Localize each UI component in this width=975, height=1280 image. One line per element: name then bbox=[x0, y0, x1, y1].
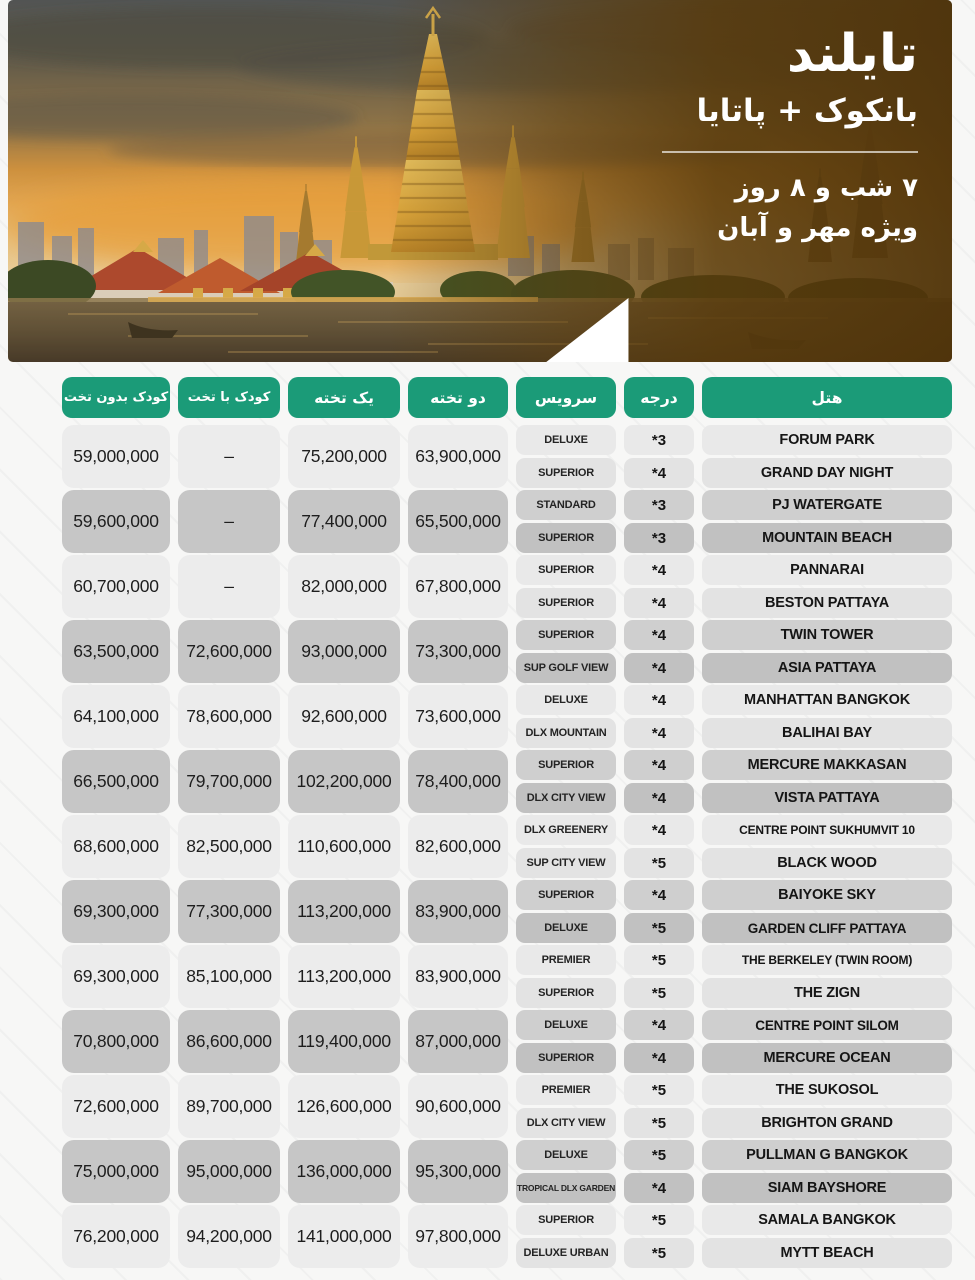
price-cell-child-no-bed: 66,500,000 bbox=[62, 750, 170, 813]
price-cell-child-no-bed: 60,700,000 bbox=[62, 555, 170, 618]
hotel-name: TWIN TOWER bbox=[702, 620, 952, 650]
hotel-service: DELUXE URBAN bbox=[516, 1238, 616, 1268]
hotel-service: SUPERIOR bbox=[516, 620, 616, 650]
hotel-service: PREMIER bbox=[516, 1075, 616, 1105]
hotel-name: FORUM PARK bbox=[702, 425, 952, 455]
hotel-name: MOUNTAIN BEACH bbox=[702, 523, 952, 553]
hotel-name: CENTRE POINT SUKHUMVIT 10 bbox=[702, 815, 952, 845]
header-service: سرویس bbox=[516, 377, 616, 418]
price-cell-child-no-bed: 75,000,000 bbox=[62, 1140, 170, 1203]
hotel-service: SUPERIOR bbox=[516, 750, 616, 780]
price-cell-double: 95,300,000 bbox=[408, 1140, 508, 1203]
hotel-name: THE SUKOSOL bbox=[702, 1075, 952, 1105]
price-cell-single: 77,400,000 bbox=[288, 490, 400, 553]
hotel-grade: 5* bbox=[624, 913, 694, 943]
hotel-grade: 5* bbox=[624, 978, 694, 1008]
hotel-service: DELUXE bbox=[516, 913, 616, 943]
price-cell-child-no-bed: 69,300,000 bbox=[62, 880, 170, 943]
price-cell-child-no-bed: 76,200,000 bbox=[62, 1205, 170, 1268]
hotel-name: PJ WATERGATE bbox=[702, 490, 952, 520]
hotel-column bbox=[702, 1075, 952, 1138]
hotel-column bbox=[702, 1010, 952, 1073]
price-group-row bbox=[62, 815, 952, 878]
tour-duration: ۷ شب و ۸ روز bbox=[734, 173, 918, 203]
hotel-column bbox=[702, 880, 952, 943]
hotel-grade: 5* bbox=[624, 1205, 694, 1235]
price-cell-child-with-bed: – bbox=[178, 425, 280, 488]
price-cell-child-with-bed: 79,700,000 bbox=[178, 750, 280, 813]
hotel-name: SAMALA BANGKOK bbox=[702, 1205, 952, 1235]
hero-text-block bbox=[498, 22, 918, 362]
hotel-grade: 4* bbox=[624, 685, 694, 715]
hotel-service: SUPERIOR bbox=[516, 1205, 616, 1235]
grade-column bbox=[624, 620, 694, 683]
tour-subtitle: بانکوک + پاتایا bbox=[696, 93, 918, 129]
price-group-row bbox=[62, 945, 952, 1008]
hotel-service: TROPICAL DLX GARDEN bbox=[516, 1173, 616, 1203]
hotel-column bbox=[702, 750, 952, 813]
hotel-grade: 4* bbox=[624, 718, 694, 748]
grade-column bbox=[624, 490, 694, 553]
price-cell-double: 73,300,000 bbox=[408, 620, 508, 683]
price-cell-double: 73,600,000 bbox=[408, 685, 508, 748]
hotel-name: BESTON PATTAYA bbox=[702, 588, 952, 618]
hotel-service: DLX MOUNTAIN bbox=[516, 718, 616, 748]
service-column bbox=[516, 1075, 616, 1138]
price-cell-single: 93,000,000 bbox=[288, 620, 400, 683]
tour-season: ویژه مهر و آبان bbox=[717, 213, 918, 243]
price-cell-child-with-bed: 85,100,000 bbox=[178, 945, 280, 1008]
hotel-service: DLX CITY VIEW bbox=[516, 783, 616, 813]
price-cell-single: 126,600,000 bbox=[288, 1075, 400, 1138]
price-cell-child-with-bed: 94,200,000 bbox=[178, 1205, 280, 1268]
price-cell-single: 136,000,000 bbox=[288, 1140, 400, 1203]
hotel-name: ASIA PATTAYA bbox=[702, 653, 952, 683]
hotel-column bbox=[702, 490, 952, 553]
hotel-grade: 4* bbox=[624, 620, 694, 650]
price-group-row bbox=[62, 1075, 952, 1138]
price-cell-child-no-bed: 69,300,000 bbox=[62, 945, 170, 1008]
hotel-service: SUPERIOR bbox=[516, 1043, 616, 1073]
salamair-chevron-icon bbox=[332, 261, 752, 362]
service-column bbox=[516, 425, 616, 488]
grade-column bbox=[624, 1140, 694, 1203]
hotel-service: SUPERIOR bbox=[516, 978, 616, 1008]
service-column bbox=[516, 880, 616, 943]
hotel-grade: 4* bbox=[624, 1173, 694, 1203]
price-cell-single: 102,200,000 bbox=[288, 750, 400, 813]
hotel-name: BALIHAI BAY bbox=[702, 718, 952, 748]
service-column bbox=[516, 945, 616, 1008]
hotel-grade: 3* bbox=[624, 425, 694, 455]
tour-title: تایلند bbox=[786, 24, 918, 84]
hotel-service: DLX CITY VIEW bbox=[516, 1108, 616, 1138]
price-group-row bbox=[62, 1140, 952, 1203]
hotel-name: BRIGHTON GRAND bbox=[702, 1108, 952, 1138]
service-column bbox=[516, 1140, 616, 1203]
hotel-grade: 4* bbox=[624, 555, 694, 585]
price-cell-child-no-bed: 70,800,000 bbox=[62, 1010, 170, 1073]
service-column bbox=[516, 1010, 616, 1073]
price-table bbox=[62, 377, 952, 1270]
price-cell-child-with-bed: – bbox=[178, 490, 280, 553]
price-cell-single: 113,200,000 bbox=[288, 945, 400, 1008]
service-column bbox=[516, 620, 616, 683]
price-cell-double: 63,900,000 bbox=[408, 425, 508, 488]
grade-column bbox=[624, 1205, 694, 1268]
hotel-name: MYTT BEACH bbox=[702, 1238, 952, 1268]
price-cell-double: 82,600,000 bbox=[408, 815, 508, 878]
hotel-column bbox=[702, 555, 952, 618]
header-double: دو تخته bbox=[408, 377, 508, 418]
price-cell-child-with-bed: – bbox=[178, 555, 280, 618]
price-cell-child-with-bed: 86,600,000 bbox=[178, 1010, 280, 1073]
price-cell-single: 119,400,000 bbox=[288, 1010, 400, 1073]
service-column bbox=[516, 1205, 616, 1268]
price-cell-child-with-bed: 72,600,000 bbox=[178, 620, 280, 683]
price-group-row bbox=[62, 1205, 952, 1268]
hotel-name: MERCURE MAKKASAN bbox=[702, 750, 952, 780]
hero-photo bbox=[8, 0, 952, 362]
hotel-name: BAIYOKE SKY bbox=[702, 880, 952, 910]
price-cell-double: 83,900,000 bbox=[408, 945, 508, 1008]
price-group-row bbox=[62, 1010, 952, 1073]
hotel-grade: 3* bbox=[624, 523, 694, 553]
hotel-name: MERCURE OCEAN bbox=[702, 1043, 952, 1073]
price-cell-child-no-bed: 64,100,000 bbox=[62, 685, 170, 748]
hotel-service: DELUXE bbox=[516, 685, 616, 715]
hotel-service: DLX GREENERY bbox=[516, 815, 616, 845]
header-single: یک تخته bbox=[288, 377, 400, 418]
hotel-grade: 4* bbox=[624, 815, 694, 845]
hotel-grade: 4* bbox=[624, 1010, 694, 1040]
hotel-grade: 4* bbox=[624, 1043, 694, 1073]
price-cell-child-with-bed: 82,500,000 bbox=[178, 815, 280, 878]
hotel-column bbox=[702, 945, 952, 1008]
hotel-service: SUPERIOR bbox=[516, 458, 616, 488]
hotel-column bbox=[702, 1140, 952, 1203]
price-cell-child-with-bed: 95,000,000 bbox=[178, 1140, 280, 1203]
hotel-service: STANDARD bbox=[516, 490, 616, 520]
hotel-service: SUPERIOR bbox=[516, 588, 616, 618]
service-column bbox=[516, 555, 616, 618]
grade-column bbox=[624, 750, 694, 813]
hotel-name: GARDEN CLIFF PATTAYA bbox=[702, 913, 952, 943]
price-cell-double: 65,500,000 bbox=[408, 490, 508, 553]
hotel-service: SUPERIOR bbox=[516, 555, 616, 585]
hotel-name: THE ZIGN bbox=[702, 978, 952, 1008]
grade-column bbox=[624, 1075, 694, 1138]
grade-column bbox=[624, 945, 694, 1008]
price-group-row bbox=[62, 555, 952, 618]
price-cell-child-no-bed: 68,600,000 bbox=[62, 815, 170, 878]
hotel-service: DELUXE bbox=[516, 425, 616, 455]
hotel-service: SUPERIOR bbox=[516, 880, 616, 910]
price-group-row bbox=[62, 750, 952, 813]
grade-column bbox=[624, 815, 694, 878]
hotel-grade: 4* bbox=[624, 783, 694, 813]
price-cell-double: 67,800,000 bbox=[408, 555, 508, 618]
hotel-name: SIAM BAYSHORE bbox=[702, 1173, 952, 1203]
hotel-grade: 5* bbox=[624, 1140, 694, 1170]
hotel-grade: 4* bbox=[624, 588, 694, 618]
price-cell-single: 141,000,000 bbox=[288, 1205, 400, 1268]
hotel-grade: 4* bbox=[624, 750, 694, 780]
hotel-grade: 3* bbox=[624, 490, 694, 520]
hotel-column bbox=[702, 620, 952, 683]
price-cell-double: 90,600,000 bbox=[408, 1075, 508, 1138]
price-cell-child-with-bed: 78,600,000 bbox=[178, 685, 280, 748]
hotel-name: PULLMAN G BANGKOK bbox=[702, 1140, 952, 1170]
price-cell-child-no-bed: 59,600,000 bbox=[62, 490, 170, 553]
price-cell-single: 110,600,000 bbox=[288, 815, 400, 878]
grade-column bbox=[624, 880, 694, 943]
header-grade: درجه bbox=[624, 377, 694, 418]
hotel-grade: 5* bbox=[624, 1075, 694, 1105]
price-group-row bbox=[62, 425, 952, 488]
grade-column bbox=[624, 1010, 694, 1073]
price-cell-child-no-bed: 72,600,000 bbox=[62, 1075, 170, 1138]
grade-column bbox=[624, 555, 694, 618]
hotel-name: GRAND DAY NIGHT bbox=[702, 458, 952, 488]
hotel-service: SUPERIOR bbox=[516, 523, 616, 553]
hotel-column bbox=[702, 425, 952, 488]
hotel-grade: 4* bbox=[624, 458, 694, 488]
price-cell-double: 83,900,000 bbox=[408, 880, 508, 943]
hotel-service: PREMIER bbox=[516, 945, 616, 975]
service-column bbox=[516, 685, 616, 748]
hotel-service: SUP CITY VIEW bbox=[516, 848, 616, 878]
hotel-name: PANNARAI bbox=[702, 555, 952, 585]
hotel-column bbox=[702, 815, 952, 878]
service-column bbox=[516, 815, 616, 878]
hotel-service: SUP GOLF VIEW bbox=[516, 653, 616, 683]
hotel-grade: 4* bbox=[624, 653, 694, 683]
hotel-service: DELUXE bbox=[516, 1010, 616, 1040]
price-cell-double: 78,400,000 bbox=[408, 750, 508, 813]
header-child-with-bed: کودک با تخت bbox=[178, 377, 280, 418]
price-group-row bbox=[62, 620, 952, 683]
grade-column bbox=[624, 425, 694, 488]
service-column bbox=[516, 750, 616, 813]
price-table-header bbox=[62, 377, 952, 418]
price-cell-single: 82,000,000 bbox=[288, 555, 400, 618]
price-group-row bbox=[62, 685, 952, 748]
price-cell-double: 87,000,000 bbox=[408, 1010, 508, 1073]
hotel-name: VISTA PATTAYA bbox=[702, 783, 952, 813]
price-cell-single: 113,200,000 bbox=[288, 880, 400, 943]
price-cell-child-no-bed: 63,500,000 bbox=[62, 620, 170, 683]
hotel-grade: 4* bbox=[624, 880, 694, 910]
grade-column bbox=[624, 685, 694, 748]
hotel-name: THE BERKELEY (TWIN ROOM) bbox=[702, 945, 952, 975]
price-group-row bbox=[62, 490, 952, 553]
hotel-column bbox=[702, 685, 952, 748]
price-cell-child-with-bed: 77,300,000 bbox=[178, 880, 280, 943]
hotel-grade: 5* bbox=[624, 1108, 694, 1138]
divider bbox=[662, 151, 918, 153]
hotel-column bbox=[702, 1205, 952, 1268]
hotel-grade: 5* bbox=[624, 945, 694, 975]
price-cell-child-with-bed: 89,700,000 bbox=[178, 1075, 280, 1138]
price-cell-double: 97,800,000 bbox=[408, 1205, 508, 1268]
price-group-row bbox=[62, 880, 952, 943]
hotel-grade: 5* bbox=[624, 1238, 694, 1268]
hotel-service: DELUXE bbox=[516, 1140, 616, 1170]
service-column bbox=[516, 490, 616, 553]
hotel-grade: 5* bbox=[624, 848, 694, 878]
price-cell-single: 75,200,000 bbox=[288, 425, 400, 488]
header-hotel: هتل bbox=[702, 377, 952, 418]
price-cell-single: 92,600,000 bbox=[288, 685, 400, 748]
header-child-no-bed: کودک بدون تخت bbox=[62, 377, 170, 418]
hotel-name: MANHATTAN BANGKOK bbox=[702, 685, 952, 715]
price-table-body bbox=[62, 425, 952, 1268]
hotel-name: CENTRE POINT SILOM bbox=[702, 1010, 952, 1040]
price-cell-child-no-bed: 59,000,000 bbox=[62, 425, 170, 488]
hotel-name: BLACK WOOD bbox=[702, 848, 952, 878]
salamair-logo bbox=[498, 261, 918, 362]
